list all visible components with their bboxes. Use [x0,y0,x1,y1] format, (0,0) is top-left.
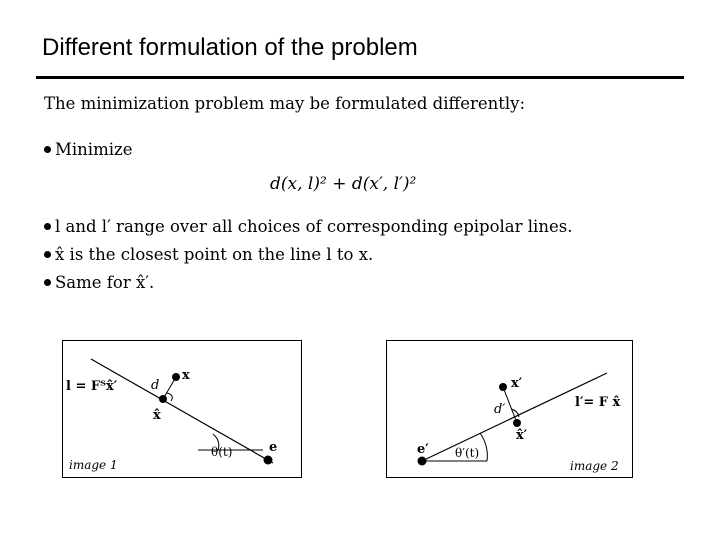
slide-title: Different formulation of the problem [42,34,418,61]
figure-image1 [62,340,302,478]
caption-image2: image 2 [570,459,619,473]
bullet-closest-point-text: x̂ is the closest point on the line l to x. [55,245,374,264]
label-xhat-prime: x̂′ [516,428,528,443]
bullet-dot [44,251,51,258]
label-theta-prime: θ′(t) [455,446,480,460]
bullet-dot [44,223,51,230]
epipole-e-prime [418,457,427,466]
line-label-l: l = Fᵀx̂′ [66,379,118,394]
label-xhat: x̂ [153,408,161,423]
angle-arc [480,433,487,461]
figure-image1-diagram [63,341,301,477]
figure-image2 [386,340,633,478]
bullet-dot [44,279,51,286]
point-xhat [159,395,167,403]
point-xhat-prime [513,419,521,427]
line-label-l-prime: l′= F x̂ [575,395,621,410]
label-theta: θ(t) [211,445,233,459]
bullet-minimize-text: Minimize [55,140,133,159]
bullet-same-for [44,273,154,292]
intro-text: The minimization problem may be formulated differently: [44,94,526,113]
bullet-minimize [44,140,132,159]
label-x-prime: x′ [511,376,523,391]
label-d: d [151,378,160,393]
caption-image1: image 1 [69,458,118,472]
right-angle-arc [167,393,172,401]
label-e: e [269,440,278,455]
bullet-epipolar-lines-text: l and l′ range over all choices of corresponding epipolar lines. [55,217,573,236]
bullet-closest-point [44,245,373,264]
title-divider [36,76,684,79]
label-x: x [182,368,190,383]
label-e-prime: e′ [417,442,429,457]
point-x [172,373,180,381]
bullet-same-for-text: Same for x̂′. [55,273,155,292]
point-x-prime [499,383,507,391]
bullet-dot [44,146,51,153]
epipole-e [264,456,273,465]
minimization-equation: d(x, l)² + d(x′, l′)² [270,174,417,194]
figure-image2-diagram [387,341,632,477]
label-d-prime: d′ [494,402,506,417]
bullet-epipolar-lines [44,217,572,236]
